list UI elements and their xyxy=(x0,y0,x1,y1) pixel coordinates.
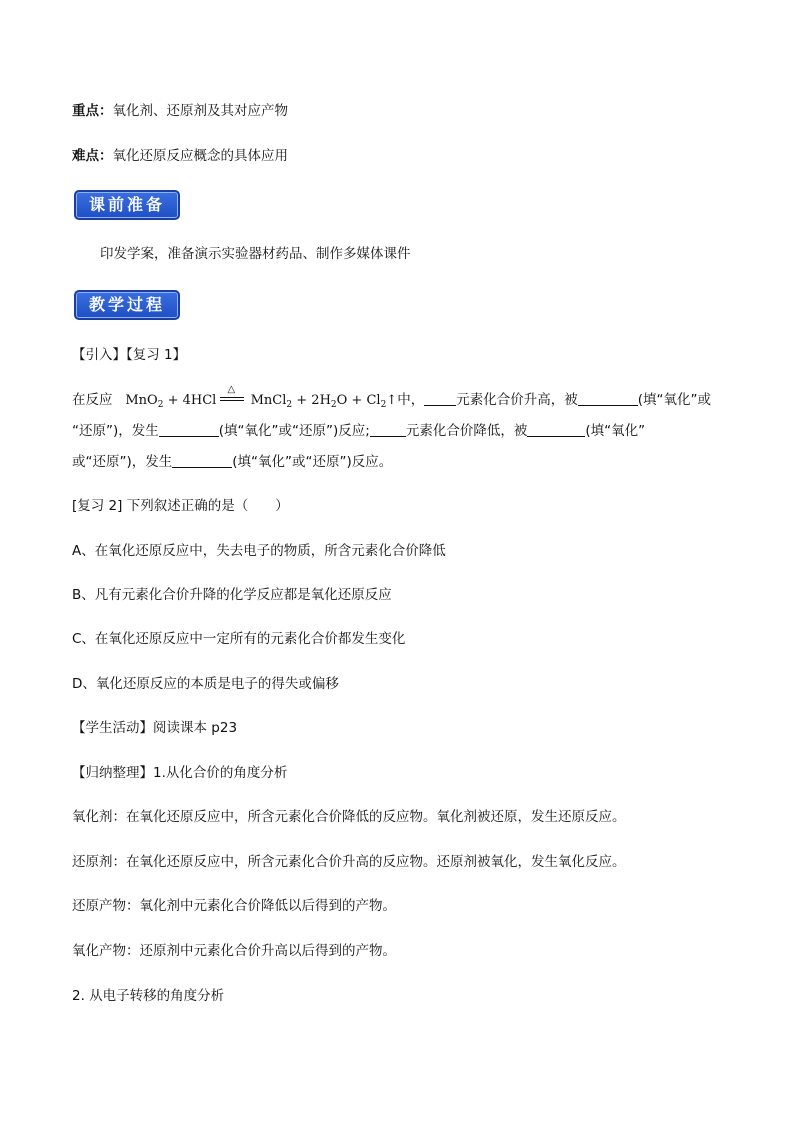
focus-text: 氧化剂、还原剂及其对应产物 xyxy=(112,103,288,119)
eq-hcl: + 4HCl xyxy=(163,393,217,408)
section-2-heading: 2. 从电子转移的角度分析 xyxy=(72,988,225,1004)
definition-reductant: 还原剂：在氧化还原反应中，所含元素化合价升高的反应物。还原剂被氧化，发生氧化反应。 xyxy=(72,854,626,870)
definition-oxidation-product: 氧化产物：还原剂中元素化合价升高以后得到的产物。 xyxy=(72,943,396,959)
review1-text: (填“氧化” xyxy=(585,423,646,439)
review1-text: 元素化合价降低，被 xyxy=(405,423,528,439)
eq-cl2: O + Cl xyxy=(336,393,381,408)
eq-h2o: + 2H xyxy=(292,393,331,408)
blank-field[interactable] xyxy=(159,422,219,437)
review1-text: 元素化合价升高，被 xyxy=(456,392,578,408)
heat-symbol: △ xyxy=(227,384,236,395)
definition-reduction-product: 还原产物：氧化剂中元素化合价降低以后得到的产物。 xyxy=(72,898,396,914)
blank-field[interactable] xyxy=(424,391,456,406)
blank-field[interactable] xyxy=(172,453,232,468)
review1-line1 xyxy=(72,384,711,411)
definition-oxidant: 氧化剂：在氧化还原反应中，所含元素化合价降低的反应物。氧化剂被还原，发生还原反应。 xyxy=(72,809,626,825)
review1-line3 xyxy=(72,452,392,472)
eq-mncl2: MnCl xyxy=(250,393,287,408)
prep-text: 印发学案，准备演示实验器材药品、制作多媒体课件 xyxy=(100,246,411,262)
eq-sub: 2 xyxy=(157,400,164,410)
difficulty-text: 氧化还原反应概念的具体应用 xyxy=(112,148,288,164)
review1-pre: 在反应 xyxy=(72,392,113,408)
review2-question: [复习 2] 下列叙述正确的是（ ） xyxy=(72,498,289,514)
gas-arrow-icon: ↑ xyxy=(386,393,398,408)
option-d: D、氧化还原反应的本质是电子的得失或偏移 xyxy=(72,676,339,692)
blank-field[interactable] xyxy=(578,391,638,406)
review1-text: 中， xyxy=(397,392,425,408)
option-a: A、在氧化还原反应中，失去电子的物质，所含元素化合价降低 xyxy=(72,543,446,559)
review1-text: (填“氧化”或“还原”)反应; xyxy=(218,423,370,439)
review1-text: “还原”)，发生 xyxy=(72,423,159,439)
heat-equals-icon xyxy=(220,384,246,406)
process-badge: 教学过程 xyxy=(74,290,180,320)
intro-label: 【引入】【复习 1】 xyxy=(72,347,187,363)
eq-sub: 2 xyxy=(330,400,337,410)
option-b: B、凡有元素化合价升降的化学反应都是氧化还原反应 xyxy=(72,587,392,603)
prep-badge: 课前准备 xyxy=(74,190,180,220)
review1-text: 或“还原”)，发生 xyxy=(72,454,173,470)
blank-field[interactable] xyxy=(527,422,585,437)
eq-mno2: MnO xyxy=(125,393,158,408)
difficulty-line xyxy=(72,146,288,166)
summary-heading: 【归纳整理】1.从化合价的角度分析 xyxy=(72,765,288,781)
focus-line xyxy=(72,101,288,121)
focus-label: 重点： xyxy=(72,103,113,119)
eq-sub: 2 xyxy=(286,400,293,410)
blank-field[interactable] xyxy=(370,422,406,437)
review1-line2 xyxy=(72,421,645,441)
difficulty-label: 难点： xyxy=(72,148,113,164)
chemical-equation xyxy=(125,384,398,410)
option-c: C、在氧化还原反应中一定所有的元素化合价都发生变化 xyxy=(72,631,406,647)
review1-text: (填“氧化”或“还原”)反应。 xyxy=(232,454,393,470)
review1-text: (填“氧化”或 xyxy=(637,392,711,408)
eq-sub: 2 xyxy=(380,400,387,410)
student-activity: 【学生活动】阅读课本 p23 xyxy=(72,720,238,736)
